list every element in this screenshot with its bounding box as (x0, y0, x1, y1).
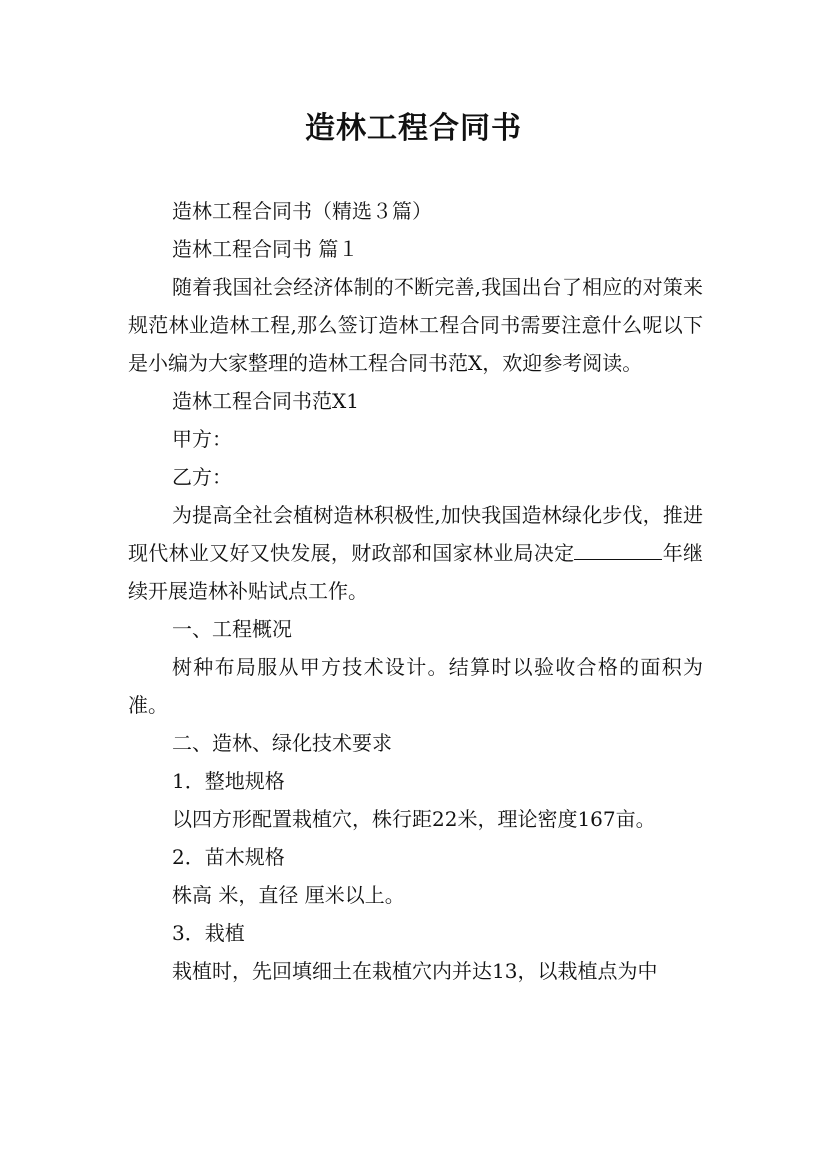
paragraph-item-1-heading: 1．整地规格 (172, 769, 285, 793)
paragraph-item-3: 栽植时，先回填细土在栽植穴内并达13，以栽植点为中 (172, 959, 658, 983)
paragraph-item-3-heading: 3．栽植 (172, 921, 245, 945)
document-body (128, 192, 703, 990)
paragraph-party-a: 甲方： (172, 427, 232, 451)
document-title: 造林工程合同书 (305, 111, 522, 146)
paragraph-heading-overview: 一、工程概况 (172, 617, 292, 641)
paragraph-subtitle: 造林工程合同书（精选３篇） (172, 199, 432, 223)
year-blank (574, 541, 662, 560)
paragraph-item-1: 以四方形配置栽植穴，株行距22米，理论密度167亩。 (172, 807, 656, 831)
purpose-text: 为提高全社会植树造林积极性,加快我国造林绿化步伐，推进现代林业又好又快发展，财政部和国家林业局决定 (128, 503, 703, 565)
paragraph-item-2-heading: 2．苗木规格 (172, 845, 285, 869)
paragraph-party-b: 乙方： (172, 465, 232, 489)
paragraph-section-heading: 造林工程合同书 篇１ (172, 237, 359, 261)
paragraph-item-2: 株高 米，直径 厘米以上。 (172, 883, 405, 907)
purpose-text-continued: 年继续开展造林补贴试点工作。 (128, 541, 704, 603)
paragraph-heading-tech: 二、造林、绿化技术要求 (172, 731, 392, 755)
paragraph-overview: 树种布局服从甲方技术设计。结算时以验收合格的面积为准。 (128, 655, 703, 717)
paragraph-intro: 随着我国社会经济体制的不断完善,我国出台了相应的对策来规范林业造林工程,那么签订造林工程合同书需要注意什么呢以下是小编为大家整理的造林工程合同书范X，欢迎参考阅读。 (128, 275, 703, 375)
paragraph-purpose (128, 496, 703, 610)
paragraph-sample-heading: 造林工程合同书范X1 (172, 389, 359, 413)
